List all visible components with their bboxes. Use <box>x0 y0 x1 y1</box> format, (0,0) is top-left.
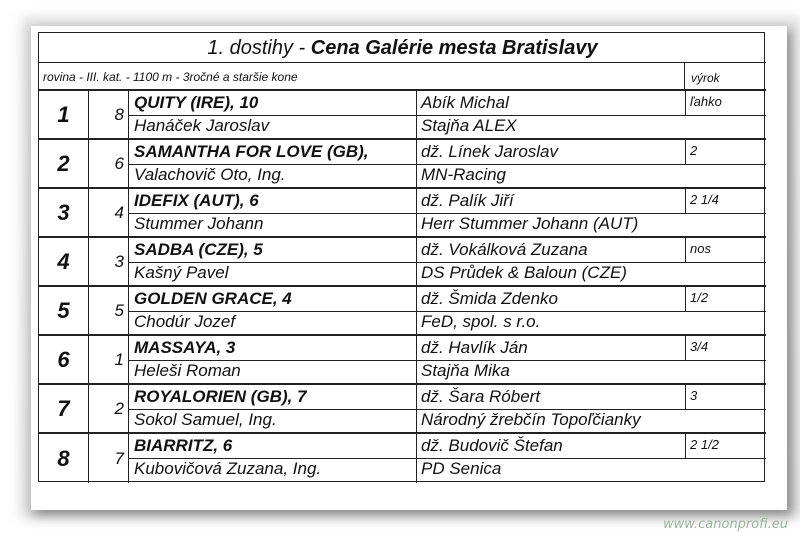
start-number-cell: 3 <box>89 238 129 285</box>
place-cell: 3 <box>39 189 89 236</box>
table-row <box>39 91 766 140</box>
results-table <box>38 32 765 482</box>
start-number-cell: 1 <box>89 336 129 383</box>
owner-cell: Herr Stummer Johann (AUT) <box>421 214 639 233</box>
verdict-cell: 2 <box>690 143 698 158</box>
jockey-cell: dž. Šmida Zdenko <box>421 289 559 308</box>
place-cell: 1 <box>39 91 89 138</box>
horse-cell: QUITY (IRE), 10 <box>134 93 259 112</box>
horse-cell: ROYALORIEN (GB), 7 <box>134 387 307 406</box>
trainer-cell: Hanáček Jaroslav <box>134 116 270 135</box>
verdict-cell: 2 1/2 <box>690 437 719 452</box>
start-number-cell: 4 <box>89 189 129 236</box>
owner-cell: FeD, spol. s r.o. <box>421 312 541 331</box>
place-cell: 4 <box>39 238 89 285</box>
trainer-cell: Chodúr Jozef <box>134 312 236 331</box>
table-row <box>39 238 766 287</box>
watermark: www.canonprofi.eu <box>662 517 788 532</box>
horse-cell: SADBA (CZE), 5 <box>134 240 263 259</box>
jockey-cell: dž. Budovič Štefan <box>421 436 563 455</box>
jockey-cell: Abík Michal <box>421 93 509 112</box>
place-cell: 6 <box>39 336 89 383</box>
trainer-cell: Sokol Samuel, Ing. <box>134 410 277 429</box>
place-cell: 8 <box>39 434 89 483</box>
race-title-prefix: 1. dostihy - <box>207 37 311 59</box>
trainer-cell: Stummer Johann <box>134 214 264 233</box>
horse-cell: GOLDEN GRACE, 4 <box>134 289 292 308</box>
race-description: rovina - III. kat. - 1100 m - 3ročné a staršie kone <box>43 70 298 84</box>
jockey-cell: dž. Vokálková Zuzana <box>421 240 588 259</box>
start-number-cell: 5 <box>89 287 129 334</box>
owner-cell: MN-Racing <box>421 165 507 184</box>
place-cell: 2 <box>39 140 89 187</box>
jockey-cell: dž. Šara Róbert <box>421 387 541 406</box>
place-cell: 5 <box>39 287 89 334</box>
table-row <box>39 287 766 336</box>
start-number-cell: 7 <box>89 434 129 483</box>
horse-cell: BIARRITZ, 6 <box>134 436 233 455</box>
owner-cell: Národný žrebčín Topoľčianky <box>421 410 641 429</box>
start-number-cell: 8 <box>89 91 129 138</box>
jockey-cell: dž. Havlík Ján <box>421 338 528 357</box>
jockey-cell: dž. Palík Jiří <box>421 191 514 210</box>
verdict-cell: ľahko <box>690 94 722 109</box>
verdict-cell: 1/2 <box>690 290 709 305</box>
horse-cell: IDEFIX (AUT), 6 <box>134 191 259 210</box>
trainer-cell: Valachovič Oto, Ing. <box>134 165 286 184</box>
start-number-cell: 6 <box>89 140 129 187</box>
table-row <box>39 336 766 385</box>
start-number-cell: 2 <box>89 385 129 432</box>
jockey-cell: dž. Línek Jaroslav <box>421 142 559 161</box>
divider <box>684 63 685 91</box>
race-title-name: Cena Galérie mesta Bratislavy <box>310 37 598 59</box>
verdict-cell: 3 <box>690 388 698 403</box>
race-title <box>39 33 766 63</box>
trainer-cell: Heleši Roman <box>134 361 241 380</box>
table-row <box>39 434 766 483</box>
trainer-cell: Kubovičová Zuzana, Ing. <box>134 459 322 478</box>
place-cell: 7 <box>39 385 89 432</box>
table-row <box>39 385 766 434</box>
horse-cell: MASSAYA, 3 <box>134 338 236 357</box>
race-subtitle <box>39 63 766 91</box>
owner-cell: Stajňa ALEX <box>421 116 517 135</box>
verdict-cell: 2 1/4 <box>690 192 719 207</box>
owner-cell: Stajňa Mika <box>421 361 510 380</box>
verdict-cell: nos <box>690 241 711 256</box>
owner-cell: PD Senica <box>421 459 502 478</box>
trainer-cell: Kašný Pavel <box>134 263 229 282</box>
verdict-header: výrok <box>691 71 720 85</box>
table-row <box>39 140 766 189</box>
verdict-cell: 3/4 <box>690 339 709 354</box>
owner-cell: DS Průdek & Baloun (CZE) <box>421 263 627 282</box>
table-row <box>39 189 766 238</box>
horse-cell: SAMANTHA FOR LOVE (GB), <box>134 142 369 161</box>
